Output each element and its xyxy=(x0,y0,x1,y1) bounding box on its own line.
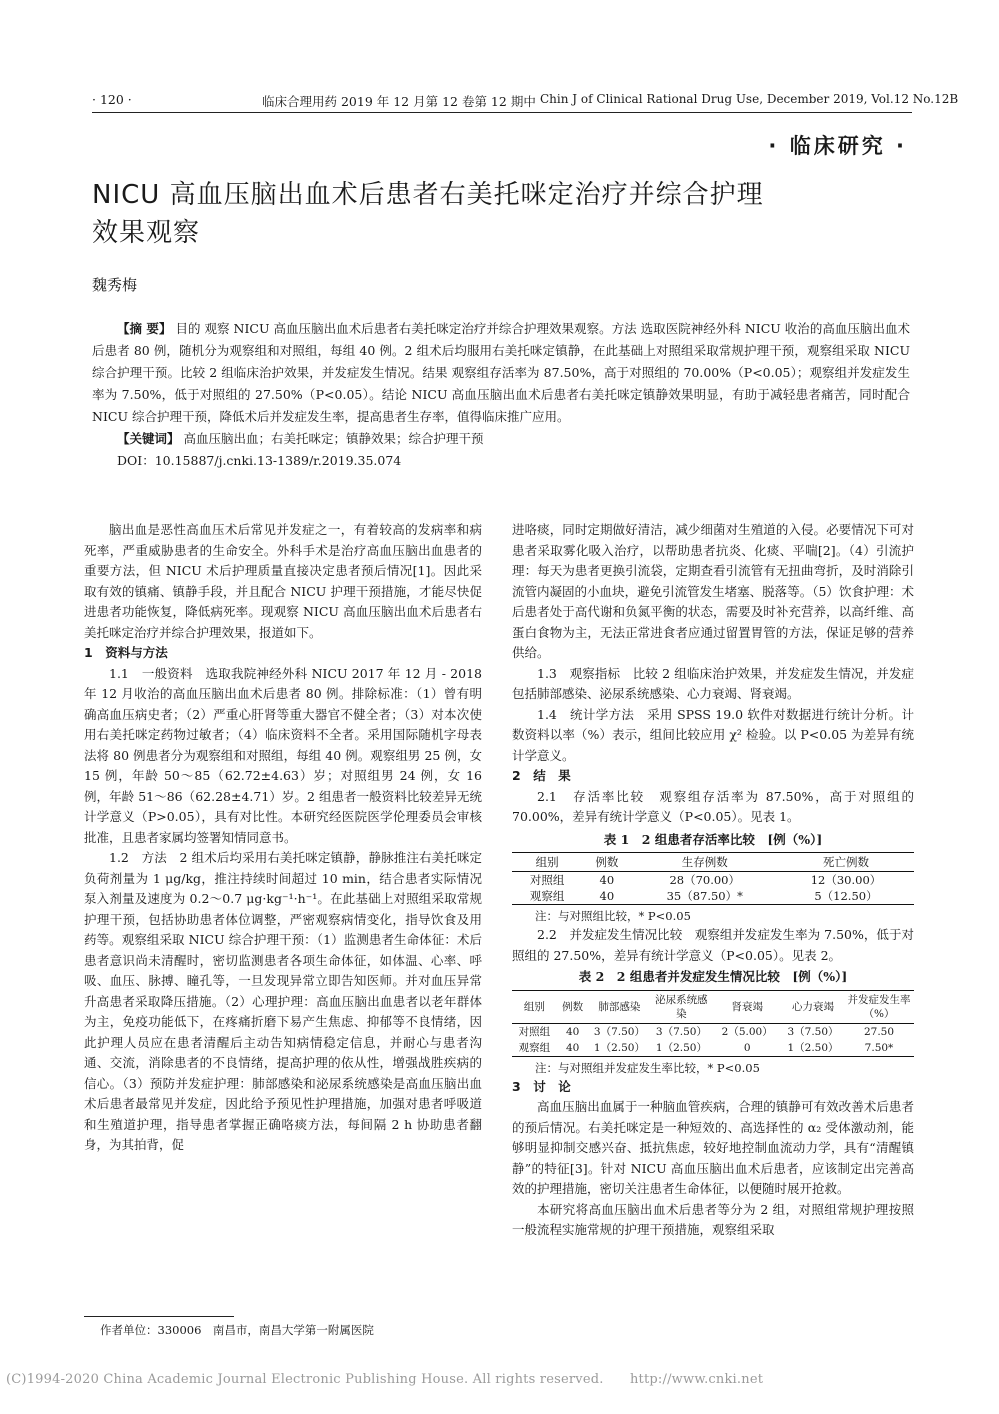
t1-header: 生存例数 xyxy=(631,853,778,872)
t2-cell: 40 xyxy=(565,1025,580,1038)
t2-header: 组别 xyxy=(512,990,557,1023)
t1-header: 组别 xyxy=(512,853,582,872)
t2-header: 肺部感染 xyxy=(588,990,650,1023)
table-row xyxy=(512,872,914,889)
paragraph: 2.2 并发症发生情况比较 观察组并发症发生率为 7.50%，低于对照组的 27.50%，差异有统计学意义（P<0.05）。见表 2。 xyxy=(512,927,914,963)
t2-header: 泌尿系统感染 xyxy=(650,990,712,1023)
t2-cell: 1（2.50） xyxy=(650,1040,712,1057)
journal-title-cn: 临床合理用药 2019 年 12 月第 12 卷第 12 期中 xyxy=(262,94,536,109)
t2-cell: 7.50* xyxy=(844,1040,914,1057)
table-1-grid xyxy=(512,852,914,905)
t2-header: 并发症发生率（%） xyxy=(844,990,914,1023)
doi: DOI：10.15887/j.cnki.13-1389/r.2019.35.074 xyxy=(117,453,402,468)
paragraph: 脑出血是恶性高血压术后常见并发症之一，有着较高的发病率和病死率，严重威胁患者的生命安全。外科手术是治疗高血压脑出血患者的重要方法，但 NICU 术后护理质量直接决定患者预后情况[1]。因此采取有效的镇痛、镇静手段，并且配合 NICU 护理干预措施，才能尽快促进患者功能恢复，降低病死率。现观察 NICU 高血压脑出血术后患者右美托咪定治疗并综合护理效果，报道如下。 xyxy=(84,522,482,640)
table-2-grid xyxy=(512,990,914,1057)
table-row xyxy=(512,1040,914,1057)
t1-cell: 5（12.50） xyxy=(778,888,914,905)
t1-cell: 28（70.00） xyxy=(669,873,740,887)
section-heading: 3 讨 论 xyxy=(512,1078,571,1094)
section-label: · 临床研究 · xyxy=(768,134,907,158)
t2-cell: 0 xyxy=(712,1040,782,1057)
table-1 xyxy=(512,830,914,926)
t2-cell: 2（5.00） xyxy=(721,1025,773,1038)
page-number: · 120 · xyxy=(92,92,132,107)
author-affiliation: 作者单位：330006 南昌市，南昌大学第一附属医院 xyxy=(100,1323,374,1337)
title-line-2: 效果观察 xyxy=(92,218,201,248)
t1-cell: 观察组 xyxy=(512,888,582,905)
t1-cell: 12（30.00） xyxy=(810,873,882,887)
journal-title-en: Chin J of Clinical Rational Drug Use, December 2019, Vol.12 No.12B xyxy=(540,92,959,106)
section-heading: 2 结 果 xyxy=(512,768,571,783)
t2-cell: 1（2.50） xyxy=(588,1040,650,1057)
article-title xyxy=(92,176,912,252)
t2-header: 例数 xyxy=(557,990,589,1023)
abstract-text: 目的 观察 NICU 高血压脑出血术后患者右美托咪定治疗并综合护理效果观察。方法 选取医院神经外科 NICU 收治的高血压脑出血术后患者 80 例，随机分为观察组和对照组，每组 40 例。2 组术后均服用右美托咪定镇静，在此基础上对照组采取常规护理干预，观察组采取 NICU 综合护理干预。比较 2 组临床治护效果，并发症发生情况。结果 观察组存活率为 87.50%，高于对照组的 70.00%（P<0.05）；观察组并发症发生率为 7.50%，低于对照组的 27.50%（P<0.05）。结论 NICU 高血压脑出血术后患者右美托咪定镇静效果明显，有助于减轻患者痛苦，同时配合 NICU 综合护理干预，降低术后并发症发生率，提高患者生存率，值得临床推广应用。 xyxy=(92,321,910,424)
author: 魏秀梅 xyxy=(92,276,138,294)
table-2-title: 表 2 2 组患者并发症发生情况比较 [例（%）] xyxy=(578,969,848,984)
t1-header: 例数 xyxy=(582,853,631,872)
right-column xyxy=(512,520,914,1241)
t1-cell: 35（87.50）* xyxy=(631,888,778,905)
t1-cell: 对照组 xyxy=(529,873,565,887)
title-line-1: NICU 高血压脑出血术后患者右美托咪定治疗并综合护理 xyxy=(92,180,764,210)
section-heading: 1 资料与方法 xyxy=(84,645,168,660)
paragraph: 1.4 统计学方法 采用 SPSS 19.0 软件对数据进行统计分析。计数资料以率（%）表示，组间比较应用 χ² 检验。以 P<0.05 为差异有统计学意义。 xyxy=(512,706,914,763)
t1-cell: 40 xyxy=(599,873,615,887)
table-1-note: 注：与对照组比较，* P<0.05 xyxy=(535,909,691,923)
paragraph: 进咯痰，同时定期做好清洁，减少细菌对生殖道的入侵。必要情况下可对患者采取雾化吸入治疗，以帮助患者抗炎、化痰、平喘[2]。（4）引流护理：每天为患者更换引流袋，定期查看引流管有无扭曲弯折，及时消除引流管内凝固的小血块，避免引流管发生堵塞、脱落等。（5）饮食护理：术后患者处于高代谢和负氮平衡的状态，需要及时补充营养，以高纤维、高蛋白食物为主，无法正常进食者应通过留置胃管的方法，保证足够的营养供给。 xyxy=(512,522,914,660)
right-column-part-a xyxy=(512,520,914,828)
paragraph: 1.2 方法 2 组术后均采用右美托咪定镇静，静脉推注右美托咪定负荷剂量为 1 μg/kg，推注持续时间超过 10 min，结合患者实际情况泵入剂量及速度为 0.2～0.7 μg·kg⁻¹·h⁻¹。在此基础上对照组采取常规护理干预，包括协助患者体位调整，严密观察病情变化，指导饮食及用药等。观察组采取 NICU 综合护理干预：（1）监测患者生命体征：术后患者意识尚未清醒时，密切监测患者各项生命体征，如体温、心率、呼吸、血压、脉搏、瞳孔等，一旦发现异常立即告知医师。并对血压异常升高患者采取降压措施。（2）心理护理：高血压脑出血患者以老年群体为主，免疫功能低下，在疼痛折磨下易产生焦虑、抑郁等不良情绪，因此护理人员应在患者清醒后主动告知病情稳定信息，并耐心与患者沟通、交流，消除患者的不良情绪，提高护理的依从性，增强战胜疾病的信心。（3）预防并发症护理：肺部感染和泌尿系统感染是高血压脑出血术后患者最常见并发症，因此给予预见性护理措施，加强对患者呼吸道和生殖道护理，指导患者掌握正确咯痰方法，每间隔 2 h 协助患者翻身，为其拍背，促 xyxy=(84,850,482,1152)
paragraph: 1.1 一般资料 选取我院神经外科 NICU 2017 年 12 月 - 2018 年 12 月收治的高血压脑出血术后患者 80 例。排除标准：（1）曾有明确高血压病史者；（2）严重心肝肾等重大器官不健全者；（3）对本次使用右美托咪定药物过敏者；（4）临床资料不全者。采用国际随机字母表法将 80 例患者分为观察组和对照组，每组 40 例。观察组男 25 例，女 15 例，年龄 50～85（62.72±4.63）岁；对照组男 24 例，女 16 例，年龄 51～86（62.28±4.71）岁。2 组患者一般资料比较差异无统计学意义（P>0.05），具有对比性。本研究经医院医学伦理委员会审核批准，且患者家属均签署知情同意书。 xyxy=(84,665,482,845)
t2-cell: 3（7.50） xyxy=(593,1025,645,1038)
paragraph: 高血压脑出血属于一种脑血管疾病，合理的镇静可有效改善术后患者的预后情况。右美托咪定是一种短效的、高选择性的 α₂ 受体激动剂，能够明显抑制交感兴奋、抵抗焦虑，较好地控制血流动力学，具有“清醒镇静”的特征[3]。针对 NICU 高血压脑出血术后患者，应该制定出完善高效的护理措施，密切关注患者生命体征，以便随时展开抢救。 xyxy=(512,1099,914,1196)
t2-cell: 观察组 xyxy=(512,1040,557,1057)
t2-cell: 3（7.50） xyxy=(655,1025,707,1038)
keywords-label: 【关键词】 xyxy=(117,431,180,446)
abstract-label: 【摘 要】 xyxy=(117,321,172,336)
t2-header: 心力衰竭 xyxy=(782,990,844,1023)
table-row xyxy=(512,1023,914,1040)
table-2-note: 注：与对照组并发症发生率比较，* P<0.05 xyxy=(535,1060,760,1075)
right-column-part-b xyxy=(512,925,914,966)
paragraph: 2.1 存活率比较 观察组存活率为 87.50%，高于对照组的 70.00%，差异有统计学意义（P<0.05）。见表 1。 xyxy=(512,788,914,824)
table-1-title: 表 1 2 组患者存活率比较 [例（%）] xyxy=(603,831,823,847)
t2-cell: 1（2.50） xyxy=(782,1040,844,1057)
t2-cell: 40 xyxy=(557,1040,589,1057)
abstract xyxy=(92,318,910,472)
table-row xyxy=(512,888,914,905)
paragraph: 1.3 观察指标 比较 2 组临床治护效果，并发症发生情况，并发症包括肺部感染、泌尿系统感染、心力衰竭、肾衰竭。 xyxy=(512,665,914,701)
keywords-text: 高血压脑出血；右美托咪定；镇静效果；综合护理干预 xyxy=(183,431,484,446)
t2-cell: 27.50 xyxy=(863,1025,895,1038)
left-column xyxy=(84,520,482,1156)
copyright-notice: (C)1994-2020 China Academic Journal Electronic Publishing House. All rights reserved. http://www.cnki.net xyxy=(6,1372,764,1387)
right-column-part-c xyxy=(512,1077,914,1241)
header-rule xyxy=(92,112,912,113)
footnote-rule xyxy=(84,1316,234,1317)
t2-cell: 3（7.50） xyxy=(787,1025,839,1038)
table-2 xyxy=(512,967,914,1077)
t2-header: 肾衰竭 xyxy=(712,990,782,1023)
t1-cell: 40 xyxy=(582,888,631,905)
t1-header: 死亡例数 xyxy=(778,853,914,872)
paragraph: 本研究将高血压脑出血术后患者等分为 2 组，对照组常规护理按照一般流程实施常规的护理干预措施，观察组采取 xyxy=(512,1201,914,1237)
t2-cell: 对照组 xyxy=(518,1025,551,1038)
